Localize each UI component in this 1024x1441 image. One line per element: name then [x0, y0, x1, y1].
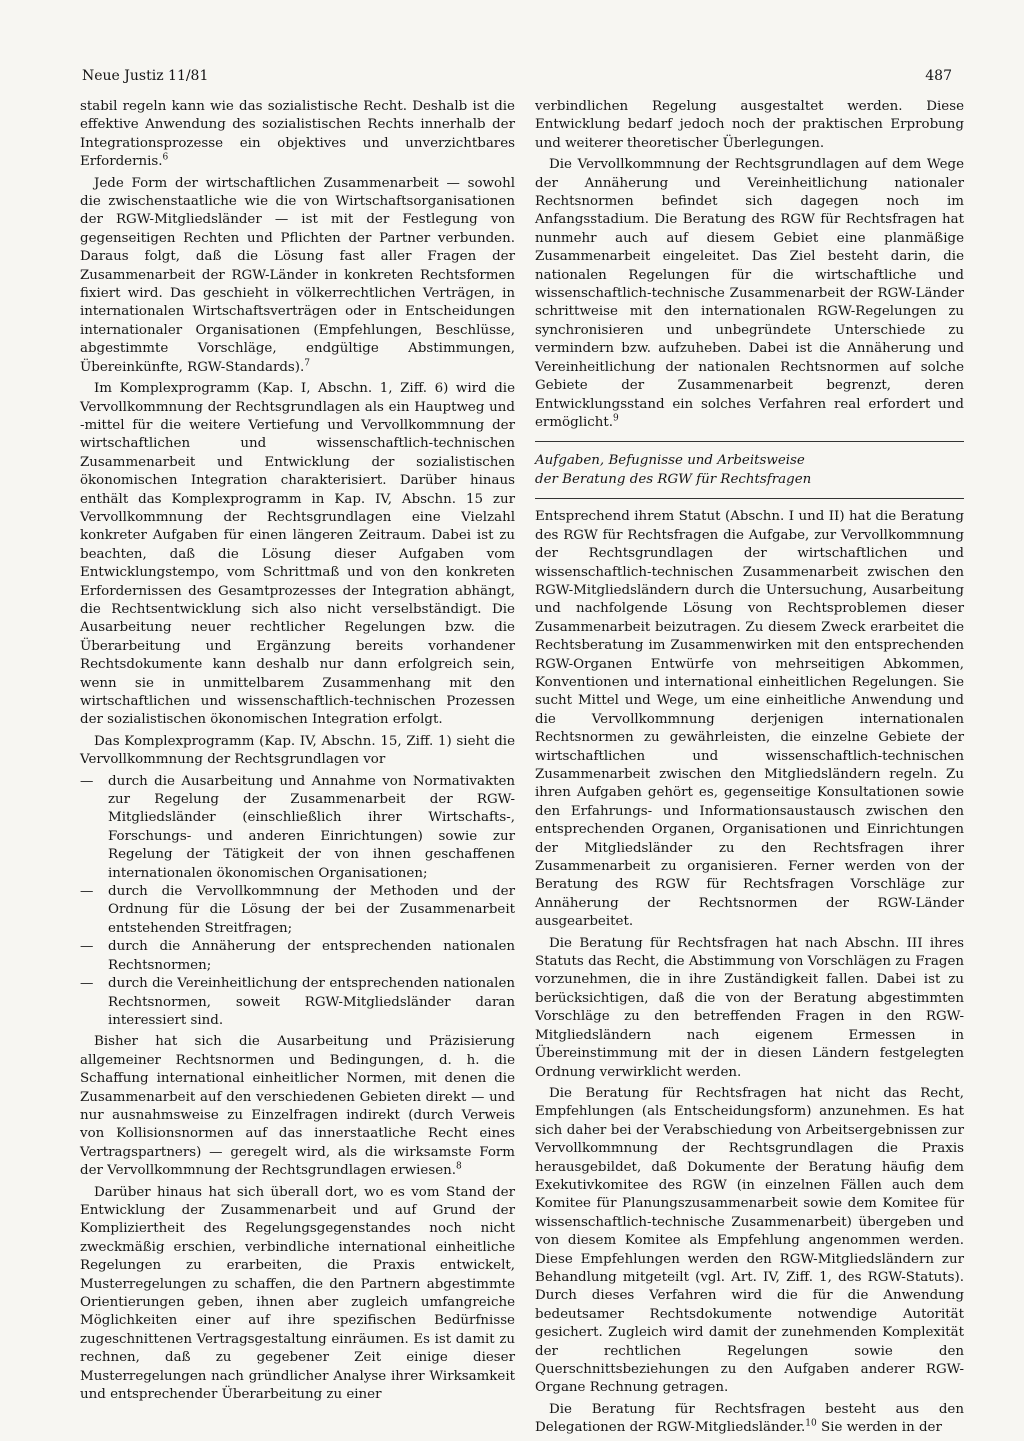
- section-rule-top: [535, 441, 964, 442]
- list-item: — durch die Vervollkommnung der Methoden und der Ordnung für die Lösung der bei der Zusammenarbeit entstehenden Streitfragen;: [80, 883, 515, 938]
- paragraph: Im Komplexprogramm (Kap. I, Abschn. 1, Ziff. 6) wird die Vervollkommnung der Rechtsgrundlagen als ein Hauptweg und -mittel für die weitere Vertiefung und Vervollkommnung der wirtschaftlichen und wissenschaftlich-technischen Zusammenarbeit und Entwicklung der sozialistischen ökonomischen Integration charakterisiert. Darüber hinaus enthält das Komplexprogramm in Kap. IV, Abschn. 15 zur Vervollkommnung der Rechtsgrundlagen eine Vielzahl konkreter Aufgaben für einen längeren Zeitraum. Dabei ist zu beachten, daß die Lösung dieser Aufgaben vom Entwicklungstempo, vom Schrittmaß und von den konkreten Erfordernissen des Gesamtprozesses der Integration abhängt, die Rechtsentwicklung sich also nicht verselbständigt. Die Ausarbeitung neuer rechtlicher Regelungen bzw. die Überarbeitung und Ergänzung bereits vorhandener Rechtsdokumente kann deshalb nur dann erfolgreich sein, wenn sie in unmittelbarem Zusammenhang mit den wirtschaftlichen und wissenschaftlich-technischen Prozessen der sozialistischen ökonomischen Integration erfolgt.: [80, 381, 515, 728]
- paragraph: Die Beratung für Rechtsfragen hat nicht das Recht, Empfehlungen (als Entscheidungsform) anzunehmen. Es hat sich daher bei der Verabschiedung von Arbeitsergebnissen zur Vervollkommnung der Rechtsgrundlagen die Praxis herausgebildet, daß Dokumente der Beratung häufig dem Exekutivkomitee des RGW (in einzelnen Fällen auch dem Komitee für Planungszusammenarbeit sowie dem Komitee für wissenschaftlich-technische Zusammenarbeit) übergeben und von diesem Komitee als Empfehlung angenommen werden. Diese Empfehlungen werden den RGW-Mitgliedsländern zur Behandlung mitgeteilt (vgl. Art. IV, Ziff. 1, des RGW-Statuts). Durch dieses Verfahren wird die für die Anwendung bedeutsamer Rechtsdokumente notwendige Autorität gesichert. Zugleich wird damit der zunehmenden Komplexität der rechtlichen Regelungen sowie den Querschnittsbeziehungen zu den Aufgaben anderer RGW-Organe Rechnung getragen.: [535, 1085, 964, 1396]
- dash-list: [80, 773, 515, 1031]
- paragraph: verbindlichen Regelung ausgestaltet werden. Diese Entwicklung bedarf jedoch noch der praktischen Erprobung und weiterer theoretischer Überlegungen.: [535, 99, 964, 151]
- list-item: — durch die Annäherung der entsprechenden nationalen Rechtsnormen;: [80, 938, 515, 975]
- paragraph: Das Komplexprogramm (Kap. IV, Abschn. 15, Ziff. 1) sieht die Vervollkommnung der Rechtsgrundlagen vor: [80, 733, 515, 768]
- running-header-journal: Neue Justiz 11/81: [82, 68, 209, 84]
- paragraph: stabil regeln kann wie das sozialistische Recht. Deshalb ist die effektive Anwendung des sozialistischen Rechts innerhalb der Integrationsprozesse ein objektives und unverzichtbares Erfordernis.$^6$: [80, 99, 515, 170]
- right-column: [535, 98, 964, 1441]
- footnote-ref[interactable]: 8: [456, 1161, 462, 1172]
- footnote-ref[interactable]: 7: [304, 358, 311, 369]
- paragraph: Die Beratung für Rechtsfragen hat nach Abschn. III ihres Statuts das Recht, die Abstimmung von Vorschlägen zu Fragen vorzunehmen, die in ihre Zuständigkeit fallen. Dabei ist zu berücksichtigen, daß die von der Beratung abgestimmten Vorschläge zu den betreffenden Fragen in den RGW-Mitgliedsländern nach eigenem Ermessen in Übereinstimmung mit der in diesen Ländern festgelegten Ordnung verwirklicht werden.: [535, 935, 964, 1080]
- footnote-ref[interactable]: 10: [805, 1418, 817, 1429]
- list-item: — durch die Vereinheitlichung der entsprechenden nationalen Rechtsnormen, soweit RGW-Mitgliedsländer daran interessiert sind.: [80, 975, 515, 1030]
- paragraph: Jede Form der wirtschaftlichen Zusammenarbeit — sowohl die zwischenstaatliche wie die von Wirtschaftsorganisationen der RGW-Mitgliedsländer — ist mit der Festlegung von gegenseitigen Rechten und Pflichten der Partner verbunden. Daraus folgt, daß die Lösung fast aller Fragen der Zusammenarbeit der RGW-Länder in konkreten Rechtsformen fixiert wird. Das geschieht in völkerrechtlichen Verträgen, in internationalen Wirtschaftsverträgen oder in Entscheidungen internationaler Organisationen (Empfehlungen, Beschlüsse, abgestimmte Vorschläge, endgültige Abstimmungen, Übereinkünfte, RGW-Standards).$^7$: [80, 175, 515, 375]
- left-column: [80, 98, 515, 1407]
- paragraph: Darüber hinaus hat sich überall dort, wo es vom Stand der Entwicklung der Zusammenarbeit und auf Grund der Kompliziertheit des Regelungsgegenstandes noch nicht zweckmäßig erschien, verbindliche international einheitliche Regelungen zu erarbeiten, die Praxis entwickelt, Musterregelungen zu schaffen, die den Partnern abgestimmte Orientierungen geben, ihnen aber zugleich umfangreiche Möglichkeiten einer auf ihre spezifischen Bedürfnisse zugeschnittenen Vertragsgestaltung einräumen. Es ist damit zu rechnen, daß zu gegebener Zeit einige dieser Musterregelungen nach gründlicher Analyse ihrer Wirksamkeit und entsprechender Überarbeitung zu einer: [80, 1184, 515, 1403]
- section-rule-bottom: [535, 498, 964, 499]
- page-number: 487: [925, 68, 952, 84]
- paragraph: Die Vervollkommnung der Rechtsgrundlagen auf dem Wege der Annäherung und Vereinheitlichung nationaler Rechtsnormen befindet sich dagegen noch im Anfangsstadium. Die Beratung des RGW für Rechtsfragen hat nunmehr auch auf diesem Gebiet eine planmäßige Zusammenarbeit eingeleitet. Das Ziel besteht darin, die nationalen Regelungen für die wirtschaftliche und wissenschaftlich-technische Zusammenarbeit der RGW-Länder schrittweise mit den internationalen RGW-Regelungen zu synchronisieren und unbegründete Unterschiede zu vermindern bzw. aufzuheben. Dabei ist die Annäherung und Vereinheitlichung der nationalen Rechtsnormen auf solche Gebiete der Zusammenarbeit begrenzt, deren Entwicklungsstand ein solches Verfahren real erfordert und ermöglicht.$^9$: [535, 157, 964, 430]
- list-item: — durch die Ausarbeitung und Annahme von Normativakten zur Regelung der Zusammenarbeit der RGW-Mitgliedsländer (einschließlich ihrer Wirtschafts-, Forschungs- und anderen Einrichtungen) sowie zur Regelung der Tätigkeit der von ihnen geschaffenen internationalen ökonomischen Organisationen;: [80, 773, 515, 883]
- footnote-ref[interactable]: 6: [162, 152, 169, 163]
- paragraph: Bisher hat sich die Ausarbeitung und Präzisierung allgemeiner Rechtsnormen und Bedingungen, d. h. die Schaffung international einheitlicher Normen, mit denen die Zusammenarbeit auf den verschiedenen Gebieten direkt — und nur ausnahmsweise zu Einzelfragen indirekt (durch Verweis von Kollisionsnormen auf das innerstaatliche Recht eines Vertragspartners) — geregelt wird, als die wirksamste Form der Vervollkommnung der Rechtsgrundlagen erwiesen.$^8$: [80, 1034, 515, 1179]
- section-heading: Aufgaben, Befugnisse und Arbeitsweise der Beratung des RGW für Rechtsfragen: [535, 453, 812, 488]
- footnote-ref[interactable]: 9: [612, 413, 619, 424]
- paragraph: Die Beratung für Rechtsfragen besteht aus den Delegationen der RGW-Mitgliedsländer.$^{10}$ Sie werden in der: [535, 1401, 964, 1436]
- paragraph: Entsprechend ihrem Statut (Abschn. I und II) hat die Beratung des RGW für Rechtsfragen die Aufgabe, zur Vervollkommnung der Rechtsgrundlagen der wirtschaftlichen und wissenschaftlich-technischen Zusammenarbeit zwischen den RGW-Mitgliedsländern durch die Untersuchung, Ausarbeitung und nachfolgende Lösung von Rechtsproblemen dieser Zusammenarbeit beizutragen. Zu diesem Zweck erarbeitet die Rechtsberatung im Zusammenwirken mit den entsprechenden RGW-Organen Entwürfe von mehrseitigen Abkommen, Konventionen und international einheitlichen Regelungen. Sie sucht Mittel und Wege, um eine einheitliche Anwendung und die Vervollkommnung derjenigen internationalen Rechtsnormen zu gewährleisten, die einzelne Gebiete der wirtschaftlichen und wissenschaftlich-technischen Zusammenarbeit zwischen den Mitgliedsländern regeln. Zu ihren Aufgaben gehört es, gegenseitige Konsultationen sowie den Erfahrungs- und Informationsaustausch zwischen den entsprechenden Organen, Organisationen und Einrichtungen der Mitgliedsländer zu den Rechtsfragen ihrer Zusammenarbeit zu organisieren. Ferner werden von der Beratung des RGW für Rechtsfragen Vorschläge zur Annäherung der Rechtsnormen der RGW-Länder ausgearbeitet.: [535, 509, 964, 930]
